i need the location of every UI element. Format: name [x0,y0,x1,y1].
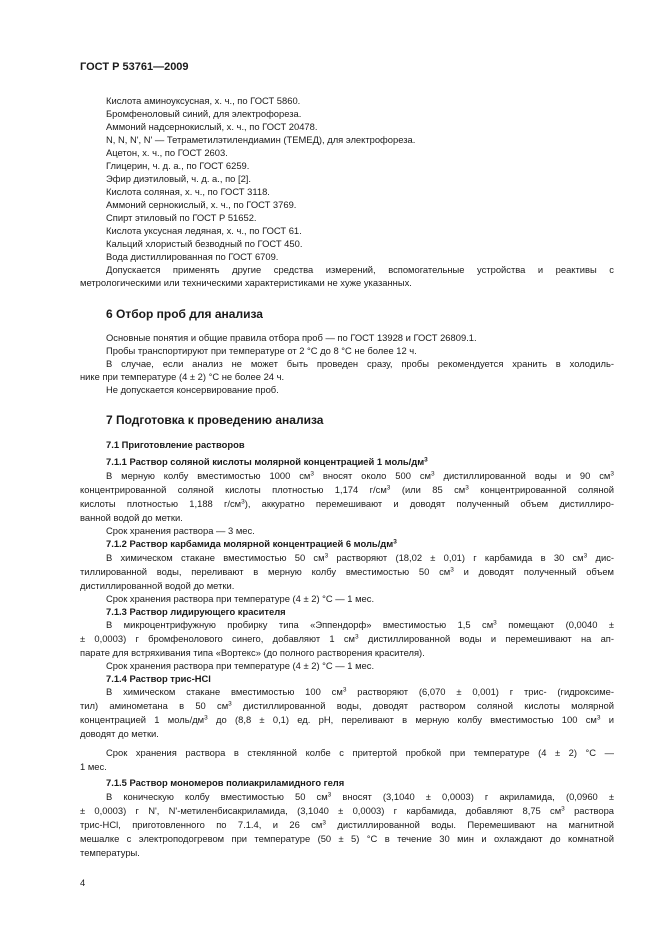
reagent-line: Аммоний сернокислый, х. ч., по ГОСТ 3769. [106,199,297,210]
section-7-title: 7 Подготовка к проведению анализа [106,413,324,427]
paragraph-line: В химическом стакане вместимостью 50 $см^3$ растворяют (18,02 ± 0,01) г карбамида в 30 $см^3$ дис- [106,552,614,563]
paragraph-line: концентрацией 1 моль/$дм^3$ до (8,8 ± 0,1) ед. рН, переливают в мерную колбу вместимостью 100 $см^3$ и [80,714,614,725]
section-6-line: Основные понятия и общие правила отбора проб — по ГОСТ 13928 и ГОСТ 26809.1. [106,332,477,343]
paragraph-line: дистиллированной водой до метки. [80,580,235,591]
paragraph-line: ванной водой до метки. [80,512,183,523]
subsection-7-1-3-title: 7.1.3 Раствор лидирующего красителя [106,606,286,617]
reagent-line: Ацетон, х. ч., по ГОСТ 2603. [106,147,228,158]
section-6-line: нике при температуре (4 ± 2) °С не более 24 ч. [80,371,285,382]
paragraph-line: В коническую колбу вместимостью 50 $см^3$ вносят (3,1040 ± 0,0003) г акриламида, (0,0960 ± [106,791,614,802]
paragraph-line: трис-HCl, приготовленного по 7.1.4, и 26 $см^3$ дистиллированной воды. Перемешивают на магнитной [80,819,614,830]
reagent-line: Глицерин, ч. д. а., по ГОСТ 6259. [106,160,250,171]
storage-line: Срок хранения раствора в стеклянной колбе с притертой пробкой при температуре (4 ± 2) °С — [106,747,614,758]
reagent-line: Кислота уксусная ледяная, х. ч., по ГОСТ 61. [106,225,302,236]
subsection-7-1-title: 7.1 Приготовление растворов [106,439,245,450]
paragraph-line: парате для встряхивания типа «Вортекс» (до полного растворения красителя). [80,647,425,658]
storage-line: Срок хранения раствора при температуре (4 ± 2) °С — 1 мес. [106,660,375,671]
reagent-line: Спирт этиловый по ГОСТ Р 51652. [106,212,257,223]
paragraph-line: тил) аминометана в 50 $см^3$ дистиллированной воды, доводят раствором соляной кислоты молярной [80,700,614,711]
subsection-7-1-4-title: 7.1.4 Раствор трис-HCl [106,673,211,684]
section-6-line: В случае, если анализ не может быть проведен сразу, пробы рекомендуется хранить в холодиль- [106,358,614,369]
section-6-line: Пробы транспортируют при температуре от 2 °С до 8 °С не более 12 ч. [106,345,417,356]
reagent-line: Вода дистиллированная по ГОСТ 6709. [106,251,279,262]
reagent-line: Кислота аминоуксусная, х. ч., по ГОСТ 5860. [106,95,301,106]
paragraph-line: мешалке с электроподогревом при температуре (50 ± 5) °С в течение 30 мин и охлаждают до комнатной [80,833,614,844]
section-6-title: 6 Отбор проб для анализа [106,307,263,321]
paragraph-line: температуры. [80,847,140,858]
paragraph-line: ± 0,0003) г N', N'-метиленбисакриламида, (3,1040 ± 0,0003) г карбамида, добавляют 8,75 $см^3$ раствора [80,805,615,816]
page-number: 4 [80,877,86,888]
paragraph-line: тиллированной воды, переливают в мерную колбу вместимостью 50 $см^3$ и доводят полученный объем [80,566,614,577]
reagent-line: Аммоний надсернокислый, х. ч., по ГОСТ 20478. [106,121,318,132]
storage-line: 1 мес. [80,761,107,772]
reagent-line: Кислота соляная, х. ч., по ГОСТ 3118. [106,186,270,197]
reagent-line: Эфир диэтиловый, ч. д. а., по [2]. [106,173,252,184]
reagent-line: Бромфеноловый синий, для электрофореза. [106,108,302,119]
paragraph-line: доводят до метки. [80,728,159,739]
storage-line: Срок хранения раствора при температуре (4 ± 2) °С — 1 мес. [106,593,375,604]
paragraph-line: В мерную колбу вместимостью 1000 $см^3$ вносят около 500 $см^3$ дистиллированной воды и 90 $см^3$ [106,470,614,481]
paragraph-line: В химическом стакане вместимостью 100 $см^3$ растворяют (6,070 ± 0,001) г трис- (гидроксиме- [106,686,614,697]
allowed-text-line: метрологическими или техническими характеристиками не хуже указанных. [80,277,412,288]
document-header: ГОСТ Р 53761—2009 [80,61,189,73]
section-6-line: Не допускается консервирование проб. [106,384,279,395]
storage-line: Срок хранения раствора — 3 мес. [106,525,255,536]
reagent-line: N, N, N', N' — Тетраметилэтилендиамин (ТЕМЕД), для электрофореза. [106,134,416,145]
subsection-7-1-2-title: 7.1.2 Раствор карбамида молярной концентрацией 6 моль/$дм^3$ [106,538,397,549]
paragraph-line: кислоты плотностью 1,188 $г/см^3$), аккуратно перемешивают и доводят полученный объем дистиллиро- [80,498,614,509]
paragraph-line: ± 0,0003) г бромфенолового синего, добавляют 1 $см^3$ дистиллированной воды и перемешивают на ап- [80,633,615,644]
reagent-line: Кальций хлористый безводный по ГОСТ 450. [106,238,303,249]
subsection-7-1-1-title: 7.1.1 Раствор соляной кислоты молярной концентрацией 1 моль/$дм^3$ [106,456,428,467]
subsection-7-1-5-title: 7.1.5 Раствор мономеров полиакриламидного геля [106,777,345,788]
allowed-text-line: Допускается применять другие средства измерений, вспомогательные устройства и реактивы с [106,264,614,275]
paragraph-line: концентрированной соляной кислоты плотностью 1,174 $г/см^3$ (или 85 $см^3$ концентрированной соляной [80,484,614,495]
paragraph-line: В микроцентрифужную пробирку типа «Эппендорф» вместимостью 1,5 $см^3$ помещают (0,0040 ± [106,619,614,630]
